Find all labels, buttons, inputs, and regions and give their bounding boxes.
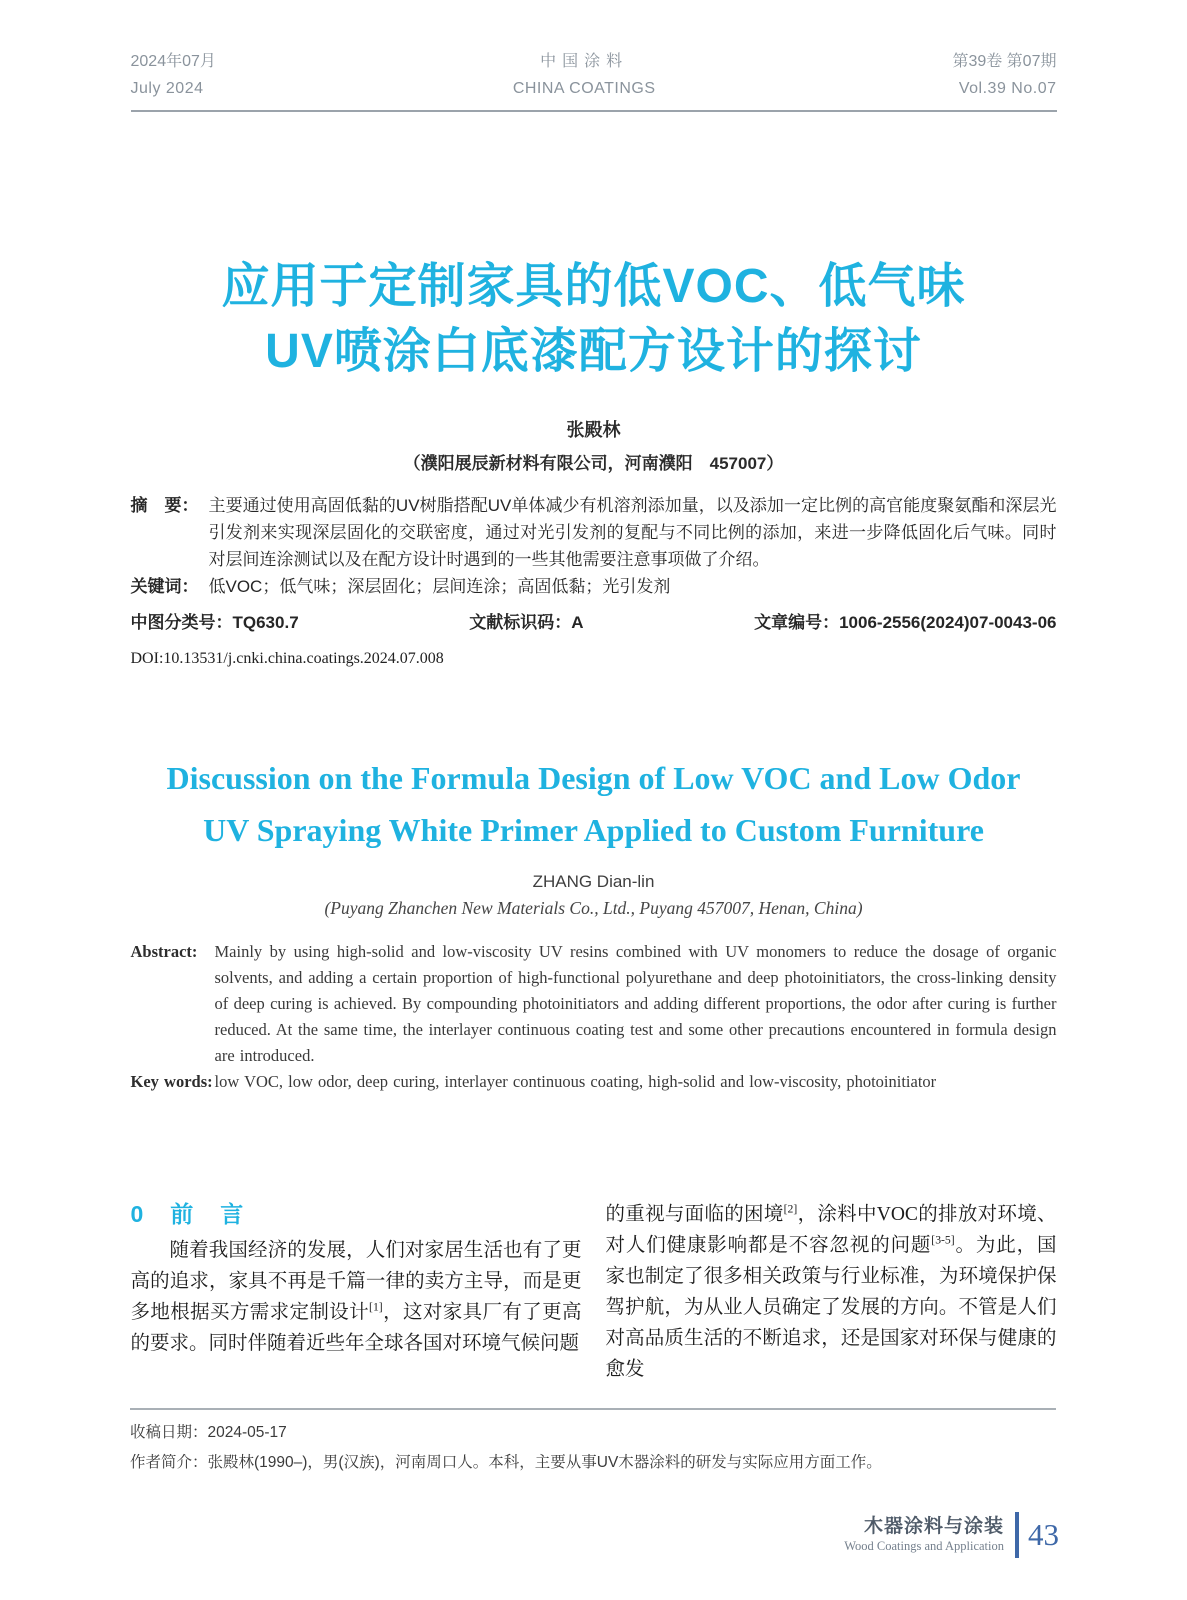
intro-paragraph-left: 随着我国经济的发展，人们对家居生活也有了更高的追求，家具不再是千篇一律的卖方主导，而是更多地根据买方需求定制设计[1]，这对家具厂有了更高的要求。同时伴随着近些年全球各国对环境气候问题 xyxy=(130,1240,582,1355)
section-heading-intro: 0 前 言 xyxy=(130,1201,246,1228)
intro-paragraph-right: 的重视与面临的困境[2]，涂料中VOC的排放对环境、对人们健康影响都是不容忽视的问题[3-5]。为此，国家也制定了很多相关政策与行业标准，为环境保护保驾护航，为从业人员确定了发展的方向。不管是人们对高品质生活的不断追求，还是国家对环保与健康的愈发 xyxy=(605,1202,1057,1381)
header-date-en: July 2024 xyxy=(130,80,204,97)
page-number: 43 xyxy=(1028,1517,1059,1552)
body-column-right xyxy=(606,1199,1057,1385)
column-title-en: Wood Coatings and Application xyxy=(844,1539,1004,1553)
article-number: 文章编号：1006-2556(2024)07-0043-06 xyxy=(754,613,1057,633)
keywords-text-en: low VOC, low odor, deep curing, interlayer continuous coating, high-solid and low-viscosity, photoinitiator xyxy=(214,1072,937,1092)
abstract-cn xyxy=(131,492,1057,573)
header-date xyxy=(131,48,216,102)
keywords-label-cn: 关键词： xyxy=(130,577,199,597)
abstract-label-cn: 摘 要： xyxy=(130,496,199,516)
body-columns xyxy=(131,1199,1057,1385)
article-title-cn-line2: UV喷涂白底漆配方设计的探讨 xyxy=(265,325,922,378)
doi: DOI:10.13531/j.cnki.china.coatings.2024.07.008 xyxy=(130,650,444,668)
corner-divider-bar xyxy=(1015,1512,1019,1558)
article-title-cn-line1: 应用于定制家具的低VOC、低气味 xyxy=(221,260,966,313)
column-title xyxy=(844,1516,1004,1554)
header-issue xyxy=(952,48,1056,102)
abstract-label-en: Abstract: xyxy=(130,942,198,962)
received-date: 收稿日期：2024-05-17 xyxy=(130,1424,287,1441)
page-corner xyxy=(844,1512,1059,1558)
journal-name-cn: 中国涂料 xyxy=(540,53,629,70)
journal-header xyxy=(131,0,1057,112)
abstract-text-cn: 主要通过使用高固低黏的UV树脂搭配UV单体减少有机溶剂添加量，以及添加一定比例的高官能度聚氨酯和深层光引发剂来实现深层固化的交联密度，通过对光引发剂的复配与不同比例的添加，来进一步降低固化后气味。同时对层间连涂测试以及在配方设计时遇到的一些其他需要注意事项做了介绍。 xyxy=(208,496,1057,570)
affiliation-en: (Puyang Zhanchen New Materials Co., Ltd., Puyang 457007, Henan, China) xyxy=(324,898,863,919)
english-meta-block xyxy=(131,939,1057,1095)
keywords-en xyxy=(131,1069,1057,1095)
header-issue-en: Vol.39 No.07 xyxy=(958,80,1057,97)
body-column-left xyxy=(131,1199,582,1385)
footnote-block xyxy=(130,1408,1056,1478)
header-issue-cn: 第39卷 第07期 xyxy=(952,53,1057,70)
keywords-label-en: Key words: xyxy=(130,1072,213,1092)
affiliation-cn: （濮阳展辰新材料有限公司，河南濮阳 457007） xyxy=(403,454,784,474)
journal-name xyxy=(513,48,656,102)
header-date-cn: 2024年07月 xyxy=(130,53,216,70)
chinese-meta-block xyxy=(131,492,1057,672)
keywords-cn xyxy=(131,573,1057,600)
document-code: 文献标识码：A xyxy=(469,613,584,633)
article-title-cn xyxy=(131,254,1057,384)
author-bio: 作者简介：张殿林(1990–)，男(汉族)，河南周口人。本科，主要从事UV木器涂料的研发与实际应用方面工作。 xyxy=(130,1454,882,1471)
journal-name-en: CHINA COATINGS xyxy=(512,80,656,97)
author-name-cn: 张殿林 xyxy=(566,420,621,441)
classification-row xyxy=(131,609,1057,636)
article-title-en: Discussion on the Formula Design of Low VOC and Low Odor UV Spraying White Primer Applied to Custom Furniture xyxy=(166,760,1021,849)
column-title-cn: 木器涂料与涂装 xyxy=(863,1516,1004,1537)
abstract-en xyxy=(131,939,1057,1069)
keywords-text-cn: 低VOC；低气味；深层固化；层间连涂；高固低黏；光引发剂 xyxy=(208,577,671,597)
clc-number: 中图分类号：TQ630.7 xyxy=(130,613,299,633)
abstract-text-en: Mainly by using high-solid and low-viscosity UV resins combined with UV monomers to reduce the dosage of organic solvents, and adding a certain proportion of high-functional polyurethane and deep photoinitiators, the cross-linking density of deep curing is achieved. By compounding photoinitiators and adding different proportions, the odor after curing is further reduced. At the same time, the interlayer continuous coating test and some other precautions encountered in formula design are introduced. xyxy=(214,942,1057,1066)
author-name-en: ZHANG Dian-lin xyxy=(532,872,655,892)
